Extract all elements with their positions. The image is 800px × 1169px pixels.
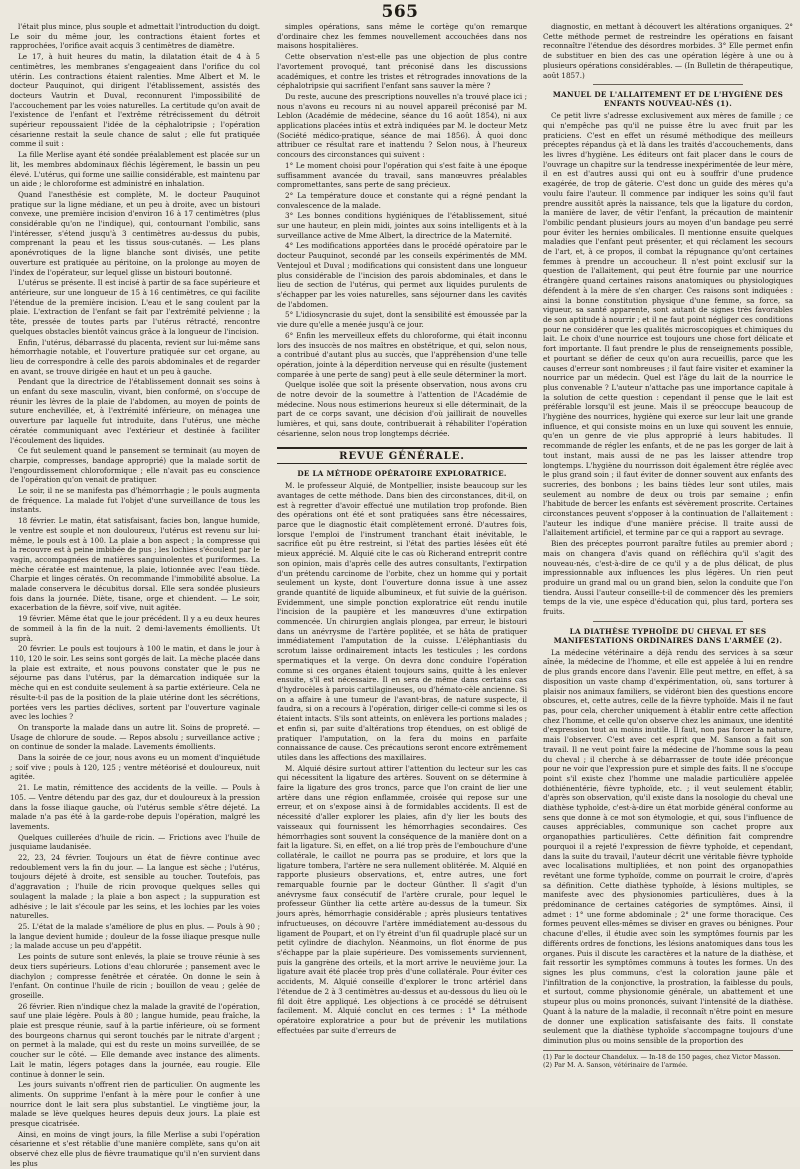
column-2-section-text (277, 481, 527, 1035)
divider (593, 621, 743, 622)
paragraph: 26 février. Rien n'indique chez la malade la gravité de l'opération, sauf une plaie légère. Pouls à 80 ; langue humide, peau fraîche, la plaie est presque réunie, sauf à la partie inférieure, où se forment des bourgeons charnus qui seront touchés par le nitrate d'argent ; on permet à la malade, qui est du reste un moins surveillée, de se coucher sur le côté. — Elle demande avec instance des aliments. Lait le matin, légers potages dans la journée, eau rougie. Elle continue à donner le sein. (10, 1001, 260, 1079)
paragraph: Quand l'anesthésie est complète, M. le docteur Pauquinot pratique sur la ligne médiane, et un peu à droite, avec un bistouri convexe, une première incision d'environ 16 à 17 centimètres (plus considérable qu'on ne l'indique), qui, contournant l'ombilic, sans l'intéresser, s'étend jusqu'à 3 centimètres au-dessus du pubis, comprenant la peau et les tissus sous-cutanés. — Les plans aponévrotiques de la ligne blanche sont divisés, une petite ouverture est pratiquée au péritoine, on la prolonge au moyen de l'index de l'opérateur, sur lequel glisse un bistouri boutonné. (10, 189, 260, 277)
page-number: 565 (381, 2, 419, 22)
paragraph: Enfin, l'utérus, débarrassé du placenta, revient sur lui-même sans hémorrhagie notable, et l'ouverture pratiquée sur cet organe, au lieu de correspondre à celle des parois abdominales et de regarder en avant, se trouve dirigée en haut et un peu à gauche. (10, 337, 260, 376)
paragraph: Ainsi, en moins de vingt jours, la fille Merlise a subi l'opération césarienne et s'est rétablie d'une manière complète, sans qu'on ait observé chez elle plus de fièvre traumatique qu'il n'en survient dans les plus (10, 1129, 260, 1168)
subhead-diathese-typhoide: LA DIATHÈSE TYPHOÏDE DU CHEVAL ET SES MANIFESTATIONS ORDINAIRES DANS L'ARMÉE (2). (553, 626, 783, 645)
paragraph: M. le professeur Alquié, de Montpellier, insiste beaucoup sur les avantages de cette méthode. Dans bien des circonstances, dit-il, on est à regretter d'avoir effectué une mutilation trop profonde. Bien des opérations ont été et sont pratiquées sans être nécessaires, parce que le diagnostic était complètement erroné. D'autres fois, lorsque l'emploi de l'instrument tranchant était inévitable, le sacrifice eût pu être restreint, si l'état des parties lésées eût été mieux apprécié. M. Alquié cite le cas où Richerand entreprit contre son opinion, mais d'après celle des autres consultants, l'extirpation d'un prétendu carcinome de l'orbite, chez un homme qui y portait seulement un kyste, dont l'ouverture donna issue à une assez grande quantité de liquide albumineux, et fut suivie de la guérison. Evidemment, une simple ponction exploratrice eût rendu inutile l'incision de la paupière et les manœuvres d'une extirpation commencée. Un chirurgien anglais plongea, par erreur, le bistouri dans un anévrysme de l'artère poplitée, et se hâta de pratiquer immédiatement l'amputation de la cuisse. L'éléphantiasis du scrotum laisse ordinairement intacts les testicules ; les cordons spermatiques et la verge. On devra donc conduire l'opération comme si ces organes étaient toujours sains, quitte à les enlever ensuite, s'il est nécessaire. Il en sera de même dans certains cas d'hydrocèles à parois cartilagineuses, ou d'hémato-cèle ancienne. Si on a affaire à une tumeur de l'avant-bras, de nature suspecte, il faudra, si on a recours à l'opération, diriger celle-ci comme si les os étaient intacts. S'ils sont atteints, on enlèvera les portions malades ; et enfin si, par suite d'altérations trop étendues, on est obligé de pratiquer l'amputation, on la fera du moins en parfaite connaissance de cause. Ces précautions seront encore extrêmement utiles dans les affections des maxillaires. (277, 481, 527, 762)
paragraph: diagnostic, en mettant à découvert les altérations organiques. 2° Cette méthode permet de restreindre les opérations en faisant reconnaître l'étendue des désordres morbides. 3° Elle permet enfin de substituer en bien des cas une opération légère à une ou à plusieurs opérations considérables. — (In Bulletin de thérapeutique, août 1857.) (543, 22, 793, 80)
subhead-manuel-allaitement: MANUEL DE L'ALLAITEMENT ET DE L'HYGIÈNE DES ENFANTS NOUVEAU-NÉS (1). (552, 90, 784, 109)
paragraph: 25. L'état de la malade s'améliore de plus en plus. — Pouls à 90 ; la langue devient humide ; douleur de la fosse iliaque presque nulle ; la malade accuse un peu d'appétit. (10, 921, 260, 951)
paragraph: 3° Les bonnes conditions hygiéniques de l'établissement, situé sur une hauteur, en plein midi, jointes aux soins intelligents et à la surveillance active de Mme Albert, la directrice de la Maternité. (277, 211, 527, 240)
paragraph: Les jours suivants n'offrent rien de particulier. On augmente les aliments. On supprime l'enfant à la mère pour le confier à une nourrice dont le lait sera plus substantiel. Le vingtième jour, la malade se lève quelques heures depuis deux jours. La plaie est presque cicatrisée. (10, 1080, 260, 1129)
paragraph: Ce petit livre s'adresse exclusivement aux mères de famille ; ce qui n'empêche pas qu'il ne puisse être lu avec fruit par les praticiens. C'est en effet un résumé méthodique des meilleurs préceptes répandus çà et là dans les traités d'accouchements, dans les livres d'hygiène. Les éditeurs ont fait placer dans le cours de l'ouvrage un chapitre sur la tendresse inexpérimentée de leur mère, il en est d'autres aussi qui ont eu à souffrir d'une prudence exagérée, de trop de gâterie. C'est donc un guide des mères qu'a voulu faire l'auteur. Il commence par indiquer les soins qu'il faut prendre aussitôt après la naissance, tels que la ligature du cordon, la manière de laver, de vêtir l'enfant, la précaution de maintenir l'ombilic pendant plusieurs jours au moyen d'un bandage peu serré pour éviter les hernies ombilicales. Il mentionne ensuite quelques maladies que l'enfant peut présenter, et qui réclament les secours de l'art, et, à ce propos, il combat la répugnance qu'ont certaines femmes à prendre un accoucheur. Il n'est point exclusif sur la question de l'allaitement, qui peut être fournie par une nourrice étrangère quand certaines raisons anatomiques ou physiologiques défendent à la mère de s'en charger. Ces raisons sont indiquées : ainsi la bonne constitution physique d'une femme, sa force, sa vigueur, sa santé apparente, sont autant de signes très favorables de son aptitude à nourrir ; et il ne faut point négliger ces conditions pour ne considérer que les qualités microscopiques et chimiques du lait. Le choix d'une nourrice est toujours une chose fort délicate et fort importante. Il faut prendre le plus de renseignements possible, et pourtant se défier de ceux qu'on aura recueillis, parce que les causes d'erreur sont nombreuses ; il faut faire visiter et examiner la nourrice par un médecin. Quel est l'âge du lait de la nourrice le plus convenable ? L'auteur n'attache pas une importance capitale à la solution de cette question : cependant il pense que le lait est préférable lorsqu'il est jeune. Mais il se préoccupe beaucoup de l'hygiène des nourrices, hygiène qui exerce sur leur lait une grande influence, et qui consiste moins en un luxe qui souvent les ennuie, qu'en un genre de vie plus approprié à leurs habitudes. Il recommande de régler les enfants, et de ne pas les gorger de lait à tout instant, mais aussi de ne pas les laisser attendre trop longtemps. L'hygiène du nourrisson doit également être réglée avec le plus grand soin ; il faut éviter de donner souvent aux enfants des sucreries, des bonbons ; les bains tièdes leur sont utiles, mais seulement au nombre de deux ou trois par semaine ; enfin l'habitude de bercer les enfants est sévèrement proscrite. Certaines circonstances peuvent s'opposer à la continuation de l'allaitement : l'auteur les indique d'une manière précise. Il traite aussi de l'allaitement artificiel, et termine par ce qui a rapport au sevrage. (543, 111, 793, 538)
paragraph: Quelque isolée que soit la présente observation, nous avons cru de notre devoir de la soumettre à l'attention de l'Académie de médecine. Nous nous estimerions heureux si elle déterminait, de la part de ce corps savant, une décision d'où jaillirait de nouvelles lumières, et qui, sans doute, contribuerait à réhabiliter l'opération césarienne, selon nous trop longtemps décriée. (277, 380, 527, 438)
paragraph: simples opérations, sans même le cortège qu'on remarque d'ordinaire chez les femmes nouvellement accouchées dans nos maisons hospitalières. (277, 22, 527, 51)
paragraph: Le soir, il ne se manifesta pas d'hémorrhagie ; le pouls augmenta de fréquence. La malade fut l'objet d'une surveillance de tous les instants. (10, 486, 260, 515)
section-title-revue-generale: REVUE GÉNÉRALE. (277, 447, 527, 465)
paragraph: On transporte la malade dans un autre lit. Soins de propreté. — Usage de chlorure de soude. — Repos absolu ; surveillance active ; on continue de sonder la malade. Lavements émollients. (10, 722, 260, 752)
column-3-section-1-text (543, 111, 793, 617)
subhead-methode-operatoire: DE LA MÉTHODE OPÉRATOIRE EXPLORATRICE. (297, 469, 507, 479)
divider (593, 84, 743, 85)
column-2-top-text (277, 22, 527, 439)
column-2 (277, 22, 527, 1102)
paragraph: Dans la soirée de ce jour, nous avons eu un moment d'inquiétude ; soif vive ; pouls à 120, 125 ; ventre météorisé et douloureux, nuit agitée. (10, 753, 260, 782)
paragraph: 22, 23, 24 février. Toujours un état de fièvre continue avec redoublement vers la fin du jour. — La langue est sèche ; l'utérus, toujours déjeté à droite, est sensible au toucher. Toutefois, pas d'aggravation ; l'huile de ricin provoque quelques selles qui soulagent la malade ; la plaie a bon aspect ; la suppuration est adhésive ; le lait s'écoule par les seins, et les lochies par les voies naturelles. (10, 853, 260, 921)
paragraph: M. Alquié désire surtout attirer l'attention du lecteur sur les cas qui nécessitent la ligature des artères. Souvent on se détermine à faire la ligature des gros troncs, parce que l'on craint de lier une artère dans une région enflammée, croisée qui repose sur une erreur, et on s'expose ainsi à de formidables accidents. Il est de nécessité d'aller explorer les plaies, afin d'y lier les bouts des vaisseaux qui fournissent les hémorrhagies secondaires. Ces hémorrhagies sont souvent la conséquence de la manière dont on a fait la ligature. Si, en effet, on a lié trop près de l'embouchure d'une collatérale, le caillot ne pourra pas se produire, et lors que la ligature tombera, l'artère ne sera nullement oblitérée. M. Alquié en rapporte plusieurs observations, et, entre autres, une fort remarquable fournie par le docteur Günther. Il s'agit d'un anévrysme faux consécutif de l'artère crurale, pour lequel le professeur Günther lia cette artère au-dessus de la tumeur. Six jours après, hémorrhagie considérable ; après plusieurs tentatives infructueuses, on découvre l'artère immédiatement au-dessous du ligament de Poupart, et on l'y étreint d'un fil quadruple placé sur un petit cylindre de diachylon. Néanmoins, un flot énorme de pus s'échappe par la plaie supérieure. Des vomissements surviennent, puis la gangrène des orteils, et la mort arrive le neuvième jour. La ligature avait été placée trop près d'une collatérale. Pour éviter ces accidents, M. Alquié conseille d'explorer le tronc artériel dans l'étendue de 2 à 3 centimètres au-dessus et au-dessous du lieu où le fil doit être appliqué. Les objections à ce procédé se détruisent facilement. M. Alquié conclut en ces termes : 1° La méthode opératoire exploratrice a pour but de prévenir les mutilations effectuées par suite d'erreurs de (277, 763, 527, 1035)
paragraph: 19 février. Même état que le jour précédent. Il y a eu deux heures de sommeil à la fin de la nuit. 2 demi-lavements émollients. Ut suprà. (10, 614, 260, 643)
column-3-top-text (543, 22, 793, 80)
footnotes (543, 1050, 793, 1070)
paragraph: 1° Le moment choisi pour l'opération qui s'est faite à une époque suffisamment avancée du travail, sans manœuvres préalables compromettantes, sans perte de sang précieux. (277, 160, 527, 190)
paragraph: Pendant que la directrice de l'établissement donnait ses soins à un enfant du sexe masculin, vivant, bien conformé, on s'occupe de réunir les lèvres de la plaie de l'abdomen, au moyen de points de suture enchevillée, et, à l'extrémité inférieure, on ménagea une ouverture par laquelle fut introduite, dans l'utérus, une mèche cératée communiquant avec l'extérieur et destinée à faciliter l'écoulement des liquides. (10, 377, 260, 445)
paragraph: La fille Merlise ayant été sondée préalablement est placée sur un lit, les membres abdominaux fléchis légèrement, le bassin un peu élevé. L'utérus, qui forme une saillie considérable, est maintenu par un aide ; le chloroforme est administré en inhalation. (10, 150, 260, 189)
column-3 (543, 22, 793, 1102)
paragraph: 21. Le matin, rémittence des accidents de la veille. — Pouls à 105. — Ventre détendu par des gaz, dur et douloureux à la pression dans la fosse iliaque gauche, où l'utérus semble s'être déjeté. La malade n'a pas été à la garde-robe depuis l'opération, malgré les lavements. (10, 783, 260, 831)
column-3-section-2-text (543, 648, 793, 1046)
column-1 (10, 22, 260, 1168)
paragraph: La médecine vétérinaire a déjà rendu des services à sa sœur aînée, la médecine de l'homme, et elle est appelée à lui en rendre de plus grands encore dans l'avenir. Elle peut mettre, en effet, à sa disposition un vaste champ d'expérimentation, où, sans torturer à plaisir nos animaux familiers, se vidéront bien des questions encore obscures, et, cette autres, celle de la fièvre typhoïde. Mais il ne faut pas, pour cela, chercher uniquement à établir entre cette affection chez l'homme, et celle qu'on observe chez les animaux, une identité d'expression tout au moins inutile. Il faut, non pas forcer la nature, mais l'observer. C'est avec cet esprit que M. Sanson a fait son travail. Il ne veut point faire la médecine de l'homme sous la peau du cheval ; il cherche à se débarrasser de toute idée préconçue pour ne voir que l'expression pure et simple des faits. Il ne s'occupe point s'il existe chez l'homme une maladie particulière appelée dothiénentérie, fièvre typhoïde, etc. ; il veut seulement établir, d'après son observation, qu'il existe dans la nosologie du cheval une diathèse typhoïde, c'est-à-dire un état morbide général conforme au sens que donne à ce mot son étymologie, et qui, sous l'influence de causes appréciables, communique son cachet propre aux organopathies particulières. Cette définition fait comprendre pourquoi il a rejeté l'expression de fièvre typhoïde, et cependant, dans la suite du travail, l'auteur décrit une véritable fièvre typhoïde avec localisations multipliées, et non point des organopathies revêtant une forme typhoïde, comme on pourrait le croire, d'après sa définition. Cette diathèse typhoïde, à lésions multiples, se manifeste avec des physionomies particulières, dues à la prédominance de certaines catégories de symptômes. Ainsi, il admet : 1° une forme abdominale ; 2° une forme thoracique. Ces formes peuvent elles-mêmes se diviser en graves ou bénignes. Pour chacune d'elles, il étudie avec soin les symptômes fournis par les différents ordres de fonctions, les lésions anatomiques dans tous les organes. Puis il discute les caractères et la nature de la diathèse, et fait ressortir les symptômes communs à toutes les formes. Un des signes les plus communs, c'est la coloration jaune pâle et l'infiltration de la conjonctive, la prostration, la faiblesse du pouls, et surtout, comme physionomie générale, un abattement et une stupeur plus ou moins prononcés, suivant l'intensité de la diathèse. Quant à la nature de la maladie, il reconnaît n'être point en mesure de donner une explication satisfaisante des faits. Il constate seulement que la diathèse typhoïde s'accompagne toujours d'une diminution plus ou moins sensible de la proportion des (543, 647, 793, 1045)
paragraph: Les points de suture sont enlevés, la plaie se trouve réunie à ses deux tiers supérieurs. Lotions d'eau chlorurée ; pansement avec le diachylon ; compresse fenêtrée et cératée. On donne le sein à l'enfant. On continue l'huile de ricin ; bouillon de veau ; gelée de groseille. (10, 952, 260, 1000)
paragraph: 6° Enfin les merveilleux effets du chloroforme, qui était inconnu lors des insuccès de nos maîtres en obstétrique, et qui, selon nous, a contribué d'autant plus au succès, que l'appréhension d'une telle opération, jointe à la déperdition nerveuse qui en résulte (justement comparée à une perte de sang) peut à elle seule déterminer la mort. (277, 330, 527, 379)
paragraph: 20 février. Le pouls est toujours à 100 le matin, et dans le jour à 110, 120 le soir. Les seins sont gorgés de lait. La mèche placée dans la plaie est extraite, et nous pouvons constater que le pus ne séjourne pas dans l'utérus, par la démarcation indiquée sur la mèche qui en est conduite seulement à sa partie extérieure. Cela ne résulte-t-il pas de la position de la plaie utérine dont les sécrétions, portées vers les parties déclives, sortent par l'ouverture vaginale avec les lochies ? (10, 644, 260, 722)
paragraph: Quelques cuillerées d'huile de ricin. — Frictions avec l'huile de jusquiame laudanisée. (10, 832, 260, 852)
paragraph: Bien des préceptes pourront paraître futiles au premier abord ; mais on changera d'avis quand on réfléchira qu'il s'agit des nouveau-nés, c'est-à-dire de ce qu'il y a de plus délicat, de plus impressionnable aux influences les plus légères. Un rien peut produire un grand mal ou un grand bien, selon la conduite que l'on tiendra. Aussi l'auteur conseille-t-il de commencer dès les premiers temps de la vie, une espèce d'éducation qui, plus tard, portera ses fruits. (543, 539, 793, 617)
paragraph: 18 février. Le matin, état satisfaisant, facies bon, langue humide, le ventre est souple et non douloureux, l'utérus est revenu sur lui-même, le pouls est à 100. La plaie a bon aspect ; la compresse qui la recouvre est à peine imbibée de pus ; les lochies s'écoulent par le vagin, accompagnées de matières sanguinolentes et puriformes. La mèche cératée est maintenue, la plaie, lotionnée avec l'eau tiède. Charpie et linges cératés. On recommande l'immobilité absolue. La malade conservera le décubitus dorsal. Elle sera sondée plusieurs fois dans la journée. Diète, tisane, orge et chiendent. — Le soir, exacerbation de la fièvre, soif vive, nuit agitée. (10, 516, 260, 613)
paragraph: 5° L'idiosyncrasie du sujet, dont la sensibilité est émoussée par la vie dure qu'elle a menée jusqu'à ce jour. (277, 310, 527, 330)
paragraph: Le 17, à huit heures du matin, la dilatation était de 4 à 5 centimètres, les membranes s'engageaient dans l'orifice du col utérin. Les contractions étaient ralenties. Mme Albert et M. le docteur Pauquinot, qui dirigent l'établissement, assistés des docteurs Vautrin et Duval, reconnurent l'impossibilité de l'accouchement par les voies naturelles. La certitude qu'on avait de l'existence de l'enfant et l'extrême rétrécissement du détroit supérieur repoussaient l'idée de la céphalotripsie ; l'opération césarienne restait la seule chance de salut ; elle fut pratiquée comme il suit : (10, 52, 260, 149)
paragraph: Du reste, aucune des prescriptions nouvelles n'a trouvé place ici ; nous n'avons eu recours ni au nouvel appareil préconisé par M. Leblon (Académie de médecine, séance du 16 août 1854), ni aux applications placées intùs et extrà indiquées par M. le docteur Metz (Société médico-pratique, séance de mai 1856). À quoi donc attribuer ce résultat rare et inattendu ? Selon nous, à l'heureux concours des circonstances qui suivent : (277, 91, 527, 160)
footnote: (1) Par le docteur Chandelux. — In-18 de 150 pages, chez Victor Masson. (543, 1052, 781, 1061)
footnote: (2) Par M. A. Sanson, vétérinaire de l'armée. (543, 1061, 688, 1070)
paragraph: l'était plus mince, plus souple et admettait l'introduction du doigt. Le soir du même jour, les contractions étaient fortes et rapprochées, l'orifice avait acquis 3 centimètres de diamètre. (10, 22, 260, 51)
paragraph: Cette observation n'est-elle pas une objection de plus contre l'avortement provoqué, tant préconisé dans les discussions académiques, et contre les tristes et rétrogrades innovations de la céphalotripsie qui sacrifient l'enfant sans sauver la mère ? (277, 52, 527, 91)
paragraph: L'utérus se présente. Il est incisé à partir de sa face supérieure et antérieure, sur une longueur de 15 à 16 centimètres, ce qui facilite l'étendue de la première incision. L'eau et le sang coulent par la plaie. L'extraction de l'enfant se fait par l'extrémité pelvienne ; la tête, pressée de toutes parts par l'utérus rétracté, rencontre quelques obstacles bientôt vaincus grâce à la longueur de l'incision. (10, 278, 260, 336)
paragraph: 4° Les modifications apportées dans le procédé opératoire par le docteur Pauquinot, secondé par les conseils expérimentés de MM. Ventejoul et Duval ; modifications qui consistent dans une longueur plus considérable de l'incision des parois abdominales, et dans le lieu de section de l'utérus, qui permet aux liquides purulents de s'échapper par les voies naturelles, sans séjourner dans les cavités de l'abdomen. (277, 241, 527, 309)
paragraph: Ce fut seulement quand le pansement se terminait (au moyen de charpie, compresses, bandage approprié) que la malade sortit de l'engourdissement chloroformique ; elle n'avait pas eu conscience de l'opération qu'on venait de pratiquer. (10, 446, 260, 485)
paragraph: 2° La température douce et constante qui a régné pendant la convalescence de la malade. (277, 190, 527, 210)
